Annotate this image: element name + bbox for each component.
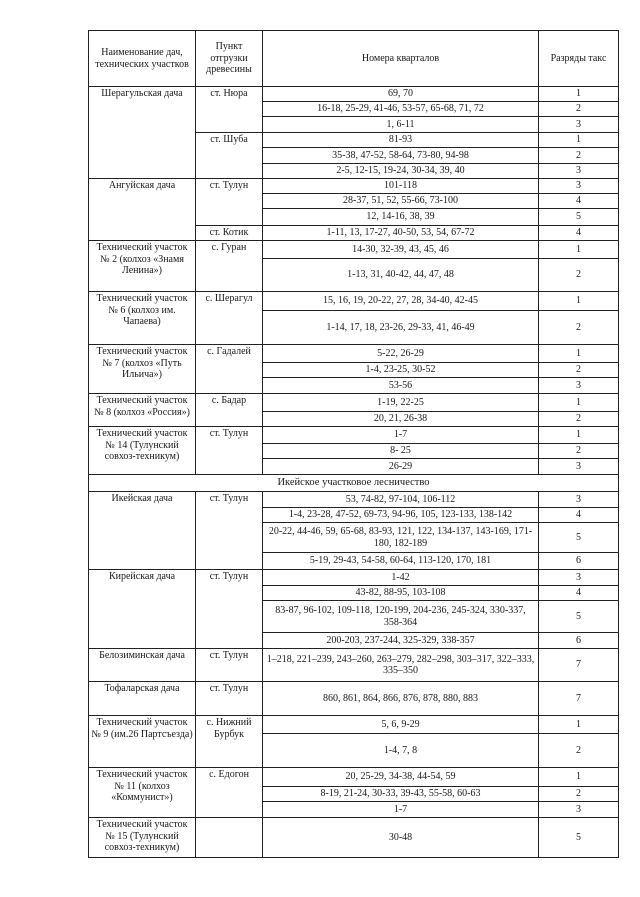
rate-category-cell: 1: [539, 716, 619, 734]
quarter-numbers-cell: 14-30, 32-39, 43, 45, 46: [263, 241, 539, 259]
quarter-numbers-cell: 81-93: [263, 133, 539, 148]
area-name-cell: Шерагульская дача: [89, 87, 196, 179]
shipping-point-cell: ст. Тулун: [196, 179, 263, 226]
section-row: [89, 475, 619, 492]
rate-category-cell: 3: [539, 164, 619, 179]
quarter-numbers-cell: 1-19, 22-25: [263, 394, 539, 412]
area-name-cell: Технический участок № 6 (колхоз им. Чапаева): [89, 292, 196, 345]
quarter-numbers-cell: 30-48: [263, 818, 539, 858]
shipping-point-cell: с. Бадар: [196, 394, 263, 427]
table-row: [89, 427, 619, 444]
quarter-numbers-cell: 35-38, 47-52, 58-64, 73-80, 94-98: [263, 148, 539, 164]
area-name-cell: Технический участок № 2 (колхоз «Знамя Ленина»): [89, 241, 196, 292]
quarter-numbers-cell: 5, 6, 9-29: [263, 716, 539, 734]
rate-category-cell: 2: [539, 259, 619, 292]
rate-category-cell: 4: [539, 586, 619, 601]
shipping-point-cell: ст. Тулун: [196, 492, 263, 570]
quarter-numbers-cell: 20, 25-29, 34-38, 44-54, 59: [263, 768, 539, 787]
quarter-numbers-cell: 8- 25: [263, 444, 539, 459]
area-name-cell: Ангуйская дача: [89, 179, 196, 241]
quarter-numbers-cell: 1-11, 13, 17-27, 40-50, 53, 54, 67-72: [263, 226, 539, 241]
quarter-numbers-cell: 1-4, 23-25, 30-52: [263, 363, 539, 378]
table-row: [89, 768, 619, 787]
rate-category-cell: 5: [539, 209, 619, 226]
quarter-numbers-cell: 53, 74-82, 97-104, 106-112: [263, 492, 539, 508]
rate-category-cell: 1: [539, 768, 619, 787]
quarter-numbers-cell: 860, 861, 864, 866, 876, 878, 880, 883: [263, 682, 539, 716]
shipping-point-cell: ст. Шуба: [196, 133, 263, 179]
quarter-numbers-cell: 1, 6-11: [263, 117, 539, 133]
shipping-point-cell: с. Гадалей: [196, 345, 263, 394]
table-row: [89, 682, 619, 716]
rate-category-cell: 7: [539, 649, 619, 682]
table-row: [89, 292, 619, 311]
header-name: Наименование дач, технических участков: [89, 31, 196, 87]
quarter-numbers-cell: 1-14, 17, 18, 23-26, 29-33, 41, 46-49: [263, 311, 539, 345]
rate-category-cell: 6: [539, 553, 619, 570]
table-row: [89, 492, 619, 508]
table-row: [89, 649, 619, 682]
area-name-cell: Тофаларская дача: [89, 682, 196, 716]
rate-category-cell: 3: [539, 802, 619, 818]
quarter-numbers-cell: 15, 16, 19, 20-22, 27, 28, 34-40, 42-45: [263, 292, 539, 311]
quarter-numbers-cell: 200-203, 237-244, 325-329, 338-357: [263, 633, 539, 649]
quarter-numbers-cell: 69, 70: [263, 87, 539, 102]
header-rates: Разряды такс: [539, 31, 619, 87]
rate-category-cell: 4: [539, 508, 619, 523]
shipping-point-cell: с. Нижний Бурбук: [196, 716, 263, 768]
quarter-numbers-cell: 12, 14-16, 38, 39: [263, 209, 539, 226]
rate-category-cell: 3: [539, 459, 619, 475]
shipping-point-cell: с. Едогон: [196, 768, 263, 818]
area-name-cell: Технический участок № 7 (колхоз «Путь Ильича»): [89, 345, 196, 394]
rate-category-cell: 2: [539, 412, 619, 427]
rate-category-cell: 1: [539, 345, 619, 363]
quarter-numbers-cell: 1-42: [263, 570, 539, 586]
shipping-point-cell: ст. Тулун: [196, 570, 263, 649]
rate-category-cell: 2: [539, 102, 619, 117]
rate-category-cell: 2: [539, 148, 619, 164]
area-name-cell: Икейская дача: [89, 492, 196, 570]
quarter-numbers-cell: 1-4, 23-28, 47-52, 69-73, 94-96, 105, 123-133, 138-142: [263, 508, 539, 523]
rate-category-cell: 4: [539, 226, 619, 241]
quarters-rates-table: [88, 30, 619, 858]
header-quarters: Номера кварталов: [263, 31, 539, 87]
shipping-point-cell: с. Шерагул: [196, 292, 263, 345]
quarter-numbers-cell: 20-22, 44-46, 59, 65-68, 83-93, 121, 122, 134-137, 143-169, 171-180, 182-189: [263, 523, 539, 553]
rate-category-cell: 1: [539, 87, 619, 102]
quarter-numbers-cell: 83-87, 96-102, 109-118, 120-199, 204-236, 245-324, 330-337, 358-364: [263, 601, 539, 633]
rate-category-cell: 3: [539, 378, 619, 394]
quarter-numbers-cell: 1-7: [263, 427, 539, 444]
rate-category-cell: 5: [539, 818, 619, 858]
quarter-numbers-cell: 26-29: [263, 459, 539, 475]
shipping-point-cell: ст. Нюра: [196, 87, 263, 133]
quarter-numbers-cell: 1-4, 7, 8: [263, 734, 539, 768]
quarter-numbers-cell: 1-13, 31, 40-42, 44, 47, 48: [263, 259, 539, 292]
table-row: [89, 394, 619, 412]
rate-category-cell: 5: [539, 601, 619, 633]
area-name-cell: Технический участок № 8 (колхоз «Россия»): [89, 394, 196, 427]
shipping-point-cell: ст. Тулун: [196, 649, 263, 682]
area-name-cell: Технический участок № 14 (Тулунский совхоз-техникум): [89, 427, 196, 475]
quarter-numbers-cell: 28-37, 51, 52, 55-66, 73-100: [263, 194, 539, 209]
shipping-point-cell: [196, 818, 263, 858]
rate-category-cell: 1: [539, 427, 619, 444]
table-row: [89, 179, 619, 194]
rate-category-cell: 1: [539, 133, 619, 148]
rate-category-cell: 2: [539, 311, 619, 345]
quarter-numbers-cell: 43-82, 88-95, 103-108: [263, 586, 539, 601]
rate-category-cell: 6: [539, 633, 619, 649]
area-name-cell: Технический участок № 15 (Тулунский совхоз-техникум): [89, 818, 196, 858]
table-row: [89, 345, 619, 363]
rate-category-cell: 1: [539, 292, 619, 311]
rate-category-cell: 7: [539, 682, 619, 716]
rate-category-cell: 1: [539, 394, 619, 412]
quarter-numbers-cell: 20, 21, 26-38: [263, 412, 539, 427]
shipping-point-cell: с. Гуран: [196, 241, 263, 292]
shipping-point-cell: ст. Тулун: [196, 427, 263, 475]
area-name-cell: Технический участок № 11 (колхоз «Коммунист»): [89, 768, 196, 818]
table-row: [89, 818, 619, 858]
rate-category-cell: 4: [539, 194, 619, 209]
quarter-numbers-cell: 101-118: [263, 179, 539, 194]
rate-category-cell: 5: [539, 523, 619, 553]
rate-category-cell: 2: [539, 444, 619, 459]
section-title: Икейское участковое лесничество: [89, 475, 619, 492]
quarter-numbers-cell: 53-56: [263, 378, 539, 394]
quarter-numbers-cell: 8-19, 21-24, 30-33, 39-43, 55-58, 60-63: [263, 787, 539, 802]
quarter-numbers-cell: 2-5, 12-15, 19-24, 30-34, 39, 40: [263, 164, 539, 179]
quarter-numbers-cell: 5-22, 26-29: [263, 345, 539, 363]
rate-category-cell: 2: [539, 787, 619, 802]
area-name-cell: Белозиминская дача: [89, 649, 196, 682]
area-name-cell: Технический участок № 9 (им.26 Партсъезда): [89, 716, 196, 768]
table-row: [89, 241, 619, 259]
rate-category-cell: 3: [539, 570, 619, 586]
quarter-numbers-cell: 1–218, 221–239, 243–260, 263–279, 282–298, 303–317, 322–333, 335–350: [263, 649, 539, 682]
area-name-cell: Кирейская дача: [89, 570, 196, 649]
quarter-numbers-cell: 5-19, 29-43, 54-58, 60-64, 113-120, 170, 181: [263, 553, 539, 570]
table-row: [89, 87, 619, 102]
header-point: Пункт отгрузки древесины: [196, 31, 263, 87]
table-row: [89, 570, 619, 586]
shipping-point-cell: ст. Тулун: [196, 682, 263, 716]
rate-category-cell: 2: [539, 363, 619, 378]
shipping-point-cell: ст. Котик: [196, 226, 263, 241]
quarter-numbers-cell: 16-18, 25-29, 41-46, 53-57, 65-68, 71, 72: [263, 102, 539, 117]
rate-category-cell: 3: [539, 179, 619, 194]
rate-category-cell: 3: [539, 117, 619, 133]
rate-category-cell: 2: [539, 734, 619, 768]
rate-category-cell: 1: [539, 241, 619, 259]
quarter-numbers-cell: 1-7: [263, 802, 539, 818]
table-row: [89, 716, 619, 734]
rate-category-cell: 3: [539, 492, 619, 508]
